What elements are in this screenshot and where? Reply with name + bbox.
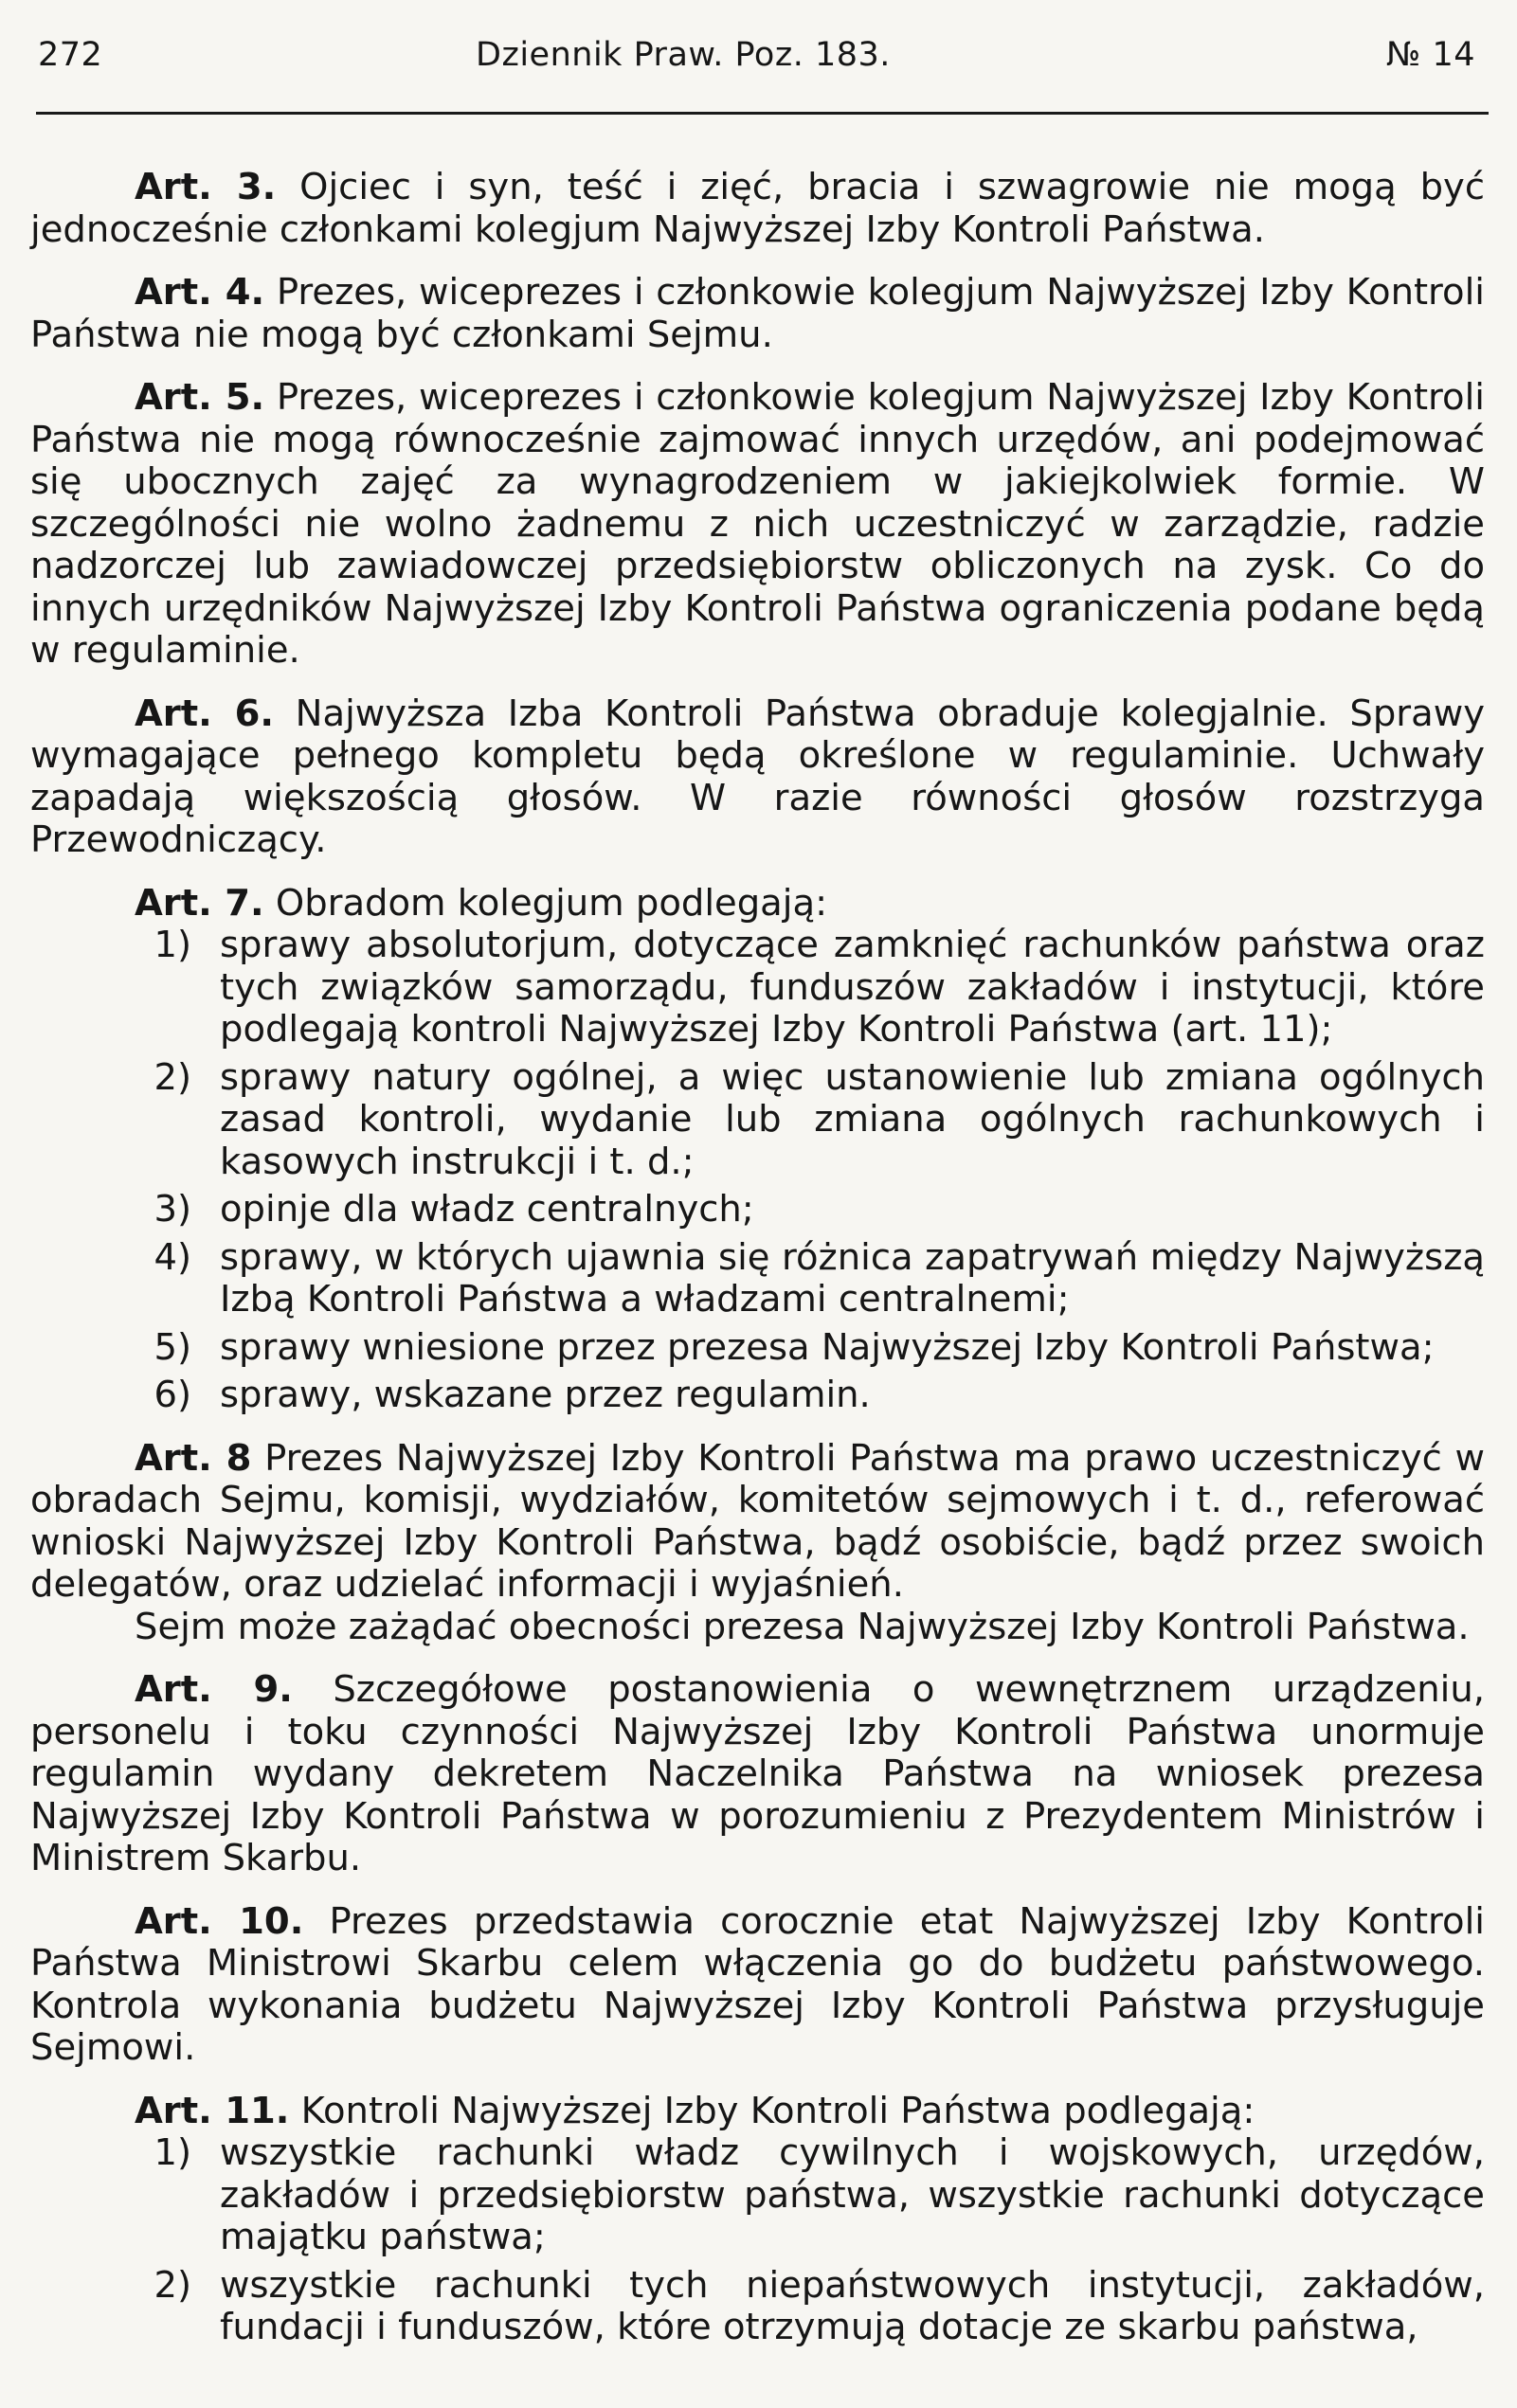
running-header — [30, 25, 1485, 80]
article-text: Prezes, wiceprezes i członkowie kolegjum Najwyższej Izby Kontroli Państwa nie mogą równocześnie zajmować innych urzędów, ani podejmować się ubocznych zajęć za wynagrodzeniem w jakiejkolwiek formie. W szczególności nie wolno żadnemu z nich uczestniczyć w zarządzie, radzie nadzorczej lub zawiadowczej przedsiębiorstw obliczonych na zysk. Co do innych urzędników Najwyższej Izby Kontroli Państwa ograniczenia podane będą w regulaminie. — [30, 376, 1485, 672]
article-label: Art. 4. — [135, 271, 265, 314]
journal-reference: Dziennik Praw. Poz. 183. — [476, 36, 891, 74]
article-10 — [30, 1901, 1485, 2070]
article-text: Prezes Najwyższej Izby Kontroli Państwa ma prawo uczestniczyć w obradach Sejmu, komisji, wydziałów, komitetów sejmowych i t. d., referować wnioski Najwyższej Izby Kontroli Państwa, bądź osobiście, bądź przez swoich delegatów, oraz udzielać informacji i wyjaśnień. — [30, 1436, 1485, 1606]
article-text: Ojciec i syn, teść i zięć, bracia i szwagrowie nie mogą być jednocześnie członkami kolegjum Najwyższej Izby Kontroli Państwa. — [30, 166, 1485, 251]
article-text: Szczegółowe postanowienia o wewnętrznem urządzeniu, personelu i toku czynności Najwyższej Izby Kontroli Państwa unormuje regulamin wydany dekretem Naczelnika Państwa na wniosek prezesa Najwyższej Izby Kontroli Państwa w porozumieniu z Prezydentem Ministrów i Ministrem Skarbu. — [30, 1668, 1485, 1879]
list-item — [30, 1237, 1485, 1321]
item-text: sprawy absolutorjum, dotyczące zamknięć rachunków państwa oraz tych związków samorządu, funduszów zakładów i instytucji, które podlegają kontroli Najwyższej Izby Kontroli Państwa (art. 11); — [220, 924, 1485, 1051]
article-5 — [30, 377, 1485, 673]
article-label: Art. 8 — [135, 1436, 252, 1480]
item-number: 5) — [154, 1325, 191, 1369]
header-rule — [36, 112, 1489, 115]
article-11 — [30, 2091, 1485, 2133]
article-label: Art. 6. — [135, 692, 275, 735]
article-4 — [30, 272, 1485, 356]
article-8 — [30, 1438, 1485, 1607]
article-7-list — [30, 925, 1485, 1417]
list-item — [30, 1375, 1485, 1417]
item-number: 1) — [154, 924, 191, 966]
list-item — [30, 2132, 1485, 2259]
item-text: sprawy, w których ujawnia się różnica zapatrywań między Najwyższą Izbą Kontroli Państwa a władzami centralnemi; — [220, 1235, 1485, 1321]
article-label: Art. 3. — [135, 166, 277, 208]
article-3 — [30, 167, 1485, 251]
item-text: sprawy wniesione przez prezesa Najwyższej Izby Kontroli Państwa; — [220, 1325, 1435, 1369]
article-label: Art. 9. — [135, 1668, 293, 1711]
item-text: opinje dla władz centralnych; — [220, 1188, 754, 1231]
article-text: Najwyższa Izba Kontroli Państwa obraduje kolegjalnie. Sprawy wymagające pełnego kompletu będą określone w regulaminie. Uchwały zapadają większością głosów. W razie równości głosów rozstrzyga Przewodniczący. — [30, 692, 1485, 861]
item-number: 6) — [154, 1374, 191, 1416]
article-label: Art. 7. — [135, 881, 264, 925]
article-label: Art. 10. — [135, 1899, 304, 1943]
list-item — [30, 1189, 1485, 1231]
item-number: 3) — [154, 1188, 191, 1231]
item-number: 1) — [154, 2131, 191, 2174]
list-item — [30, 1327, 1485, 1370]
article-8-paragraph-2: Sejm może zażądać obecności prezesa Najwyższej Izby Kontroli Państwa. — [135, 1605, 1470, 1648]
item-text: sprawy natury ogólnej, a więc ustanowienie lub zmiana ogólnych zasad kontroli, wydanie lub zmiana ogólnych rachunkowych i kasowych instrukcji i t. d.; — [220, 1055, 1485, 1183]
article-11-list — [30, 2132, 1485, 2349]
item-text: wszystkie rachunki władz cywilnych i wojskowych, urzędów, zakładów i przedsiębiorstw państwa, wszystkie rachunki dotyczące majątku państwa; — [220, 2131, 1485, 2258]
issue-number: № 14 — [1385, 36, 1475, 74]
article-9 — [30, 1669, 1485, 1880]
article-7 — [30, 883, 1485, 925]
page-number: 272 — [38, 36, 103, 74]
list-item — [30, 2265, 1485, 2349]
article-6 — [30, 693, 1485, 862]
item-number: 2) — [154, 2263, 191, 2307]
item-number: 4) — [154, 1235, 191, 1279]
article-text: Obradom kolegjum podlegają: — [275, 881, 828, 925]
article-text: Kontroli Najwyższej Izby Kontroli Państwa podlegają: — [300, 2089, 1255, 2132]
item-number: 2) — [154, 1055, 191, 1099]
item-text: wszystkie rachunki tych niepaństwowych instytucji, zakładów, fundacji i funduszów, które otrzymują dotacje ze skarbu państwa, — [220, 2263, 1485, 2348]
item-text: sprawy, wskazane przez regulamin. — [220, 1374, 871, 1416]
article-label: Art. 5. — [135, 376, 265, 419]
article-text: Prezes przedstawia corocznie etat Najwyższej Izby Kontroli Państwa Ministrowi Skarbu celem włączenia go do budżetu państwowego. Kontrola wykonania budżetu Najwyższej Izby Kontroli Państwa przysługuje Sejmowi. — [30, 1899, 1485, 2069]
document-body — [30, 167, 1485, 2349]
list-item — [30, 925, 1485, 1051]
list-item — [30, 1057, 1485, 1184]
article-label: Art. 11. — [135, 2089, 290, 2132]
article-text: Prezes, wiceprezes i członkowie kolegjum Najwyższej Izby Kontroli Państwa nie mogą być członkami Sejmu. — [30, 271, 1485, 356]
